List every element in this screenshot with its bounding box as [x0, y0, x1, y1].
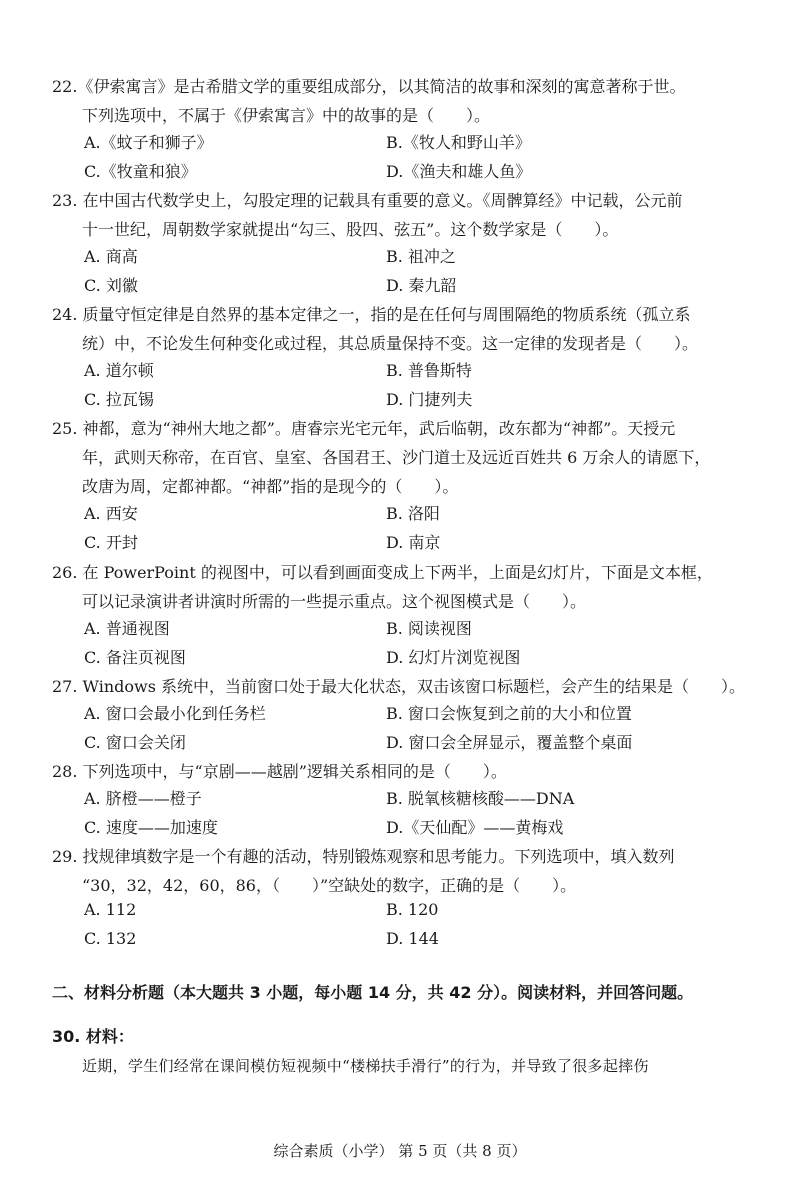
- stem-line: 28. 下列选项中，与“京剧——越剧”逻辑关系相同的是（ ）。: [52, 762, 507, 781]
- option-d: D. 南京: [386, 533, 441, 552]
- question-stem: [52, 672, 752, 701]
- option-d: D. 幻灯片浏览视图: [386, 648, 521, 667]
- question-29: [52, 842, 752, 958]
- question-stem: [52, 414, 752, 501]
- option-a: A. 脐橙——橙子: [84, 789, 202, 808]
- stem-line: 26. 在 PowerPoint 的视图中，可以看到画面变成上下两半，上面是幻灯片，下面是文本框，: [52, 563, 713, 582]
- option-b: B. 普鲁斯特: [386, 361, 472, 380]
- option-d: D. 秦九韶: [386, 276, 457, 295]
- question-stem: [52, 72, 752, 130]
- question-25: [52, 414, 752, 559]
- stem-line: 22.《伊索寓言》是古希腊文学的重要组成部分，以其简洁的故事和深刻的寓意著称于世。: [52, 77, 686, 96]
- stem-line: 24. 质量守恒定律是自然界的基本定律之一，指的是在任何与周围隔绝的物质系统（孤立系: [52, 305, 691, 324]
- option-a: A. 窗口会最小化到任务栏: [84, 704, 266, 723]
- question-stem: [52, 186, 752, 244]
- options: [52, 900, 752, 958]
- options: [52, 244, 752, 302]
- options: [52, 786, 752, 844]
- option-d: D.《渔夫和雄人鱼》: [386, 162, 532, 181]
- option-b: B. 洛阳: [386, 504, 440, 523]
- option-b: B. 脱氧核糖核酸——DNA: [386, 789, 575, 808]
- option-d: D. 门捷列夫: [386, 390, 473, 409]
- stem-line: “30，32，42，60，86，（ ）”空缺处的数字，正确的是（ ）。: [82, 876, 577, 895]
- question-24: [52, 300, 752, 416]
- option-b: B. 祖冲之: [386, 247, 456, 266]
- question-22: [52, 72, 752, 188]
- option-b: B. 窗口会恢复到之前的大小和位置: [386, 704, 632, 723]
- question-26: [52, 558, 752, 674]
- option-d: D.《天仙配》——黄梅戏: [386, 818, 564, 837]
- stem-line: 下列选项中，不属于《伊索寓言》中的故事的是（ ）。: [82, 106, 491, 125]
- stem-line: 年，武则天称帝，在百官、皇室、各国君王、沙门道士及远近百姓共 6 万余人的请愿下，: [82, 448, 711, 467]
- stem-line: 25. 神都，意为“神州大地之都”。唐睿宗光宅元年，武后临朝，改东都为“神都”。天授元: [52, 419, 676, 438]
- question-28: [52, 757, 752, 844]
- option-c: C.《牧童和狼》: [84, 162, 197, 181]
- option-c: C. 开封: [84, 533, 138, 552]
- option-a: A. 商高: [84, 247, 138, 266]
- option-a: A. 112: [84, 900, 137, 919]
- stem-line: 改唐为周，定都神都。“神都”指的是现今的（ ）。: [82, 477, 459, 496]
- material-text: 近期，学生们经常在课间模仿短视频中“楼梯扶手滑行”的行为，并导致了很多起摔伤: [82, 1057, 649, 1075]
- stem-line: 统）中，不论发生何种变化或过程，其总质量保持不变。这一定律的发现者是（ ）。: [82, 334, 699, 353]
- option-d: D. 窗口会全屏显示，覆盖整个桌面: [386, 733, 633, 752]
- option-c: C. 刘徽: [84, 276, 138, 295]
- option-a: A. 道尔顿: [84, 361, 154, 380]
- option-d: D. 144: [386, 929, 439, 948]
- option-c: C. 备注页视图: [84, 648, 186, 667]
- stem-line: 29. 找规律填数字是一个有趣的活动，特别锻炼观察和思考能力。下列选项中，填入数列: [52, 847, 675, 866]
- stem-line: 十一世纪，周朝数学家就提出“勾三、股四、弦五”。这个数学家是（ ）。: [82, 220, 619, 239]
- question-stem: [52, 842, 752, 900]
- option-b: B. 阅读视图: [386, 619, 472, 638]
- options: [52, 501, 752, 559]
- option-c: C. 拉瓦锡: [84, 390, 154, 409]
- option-a: A. 西安: [84, 504, 138, 523]
- question-stem: [52, 558, 752, 616]
- option-c: C. 窗口会关闭: [84, 733, 186, 752]
- option-c: C. 速度——加速度: [84, 818, 218, 837]
- question-stem: [52, 300, 752, 358]
- question-23: [52, 186, 752, 302]
- options: [52, 701, 752, 759]
- options: [52, 616, 752, 674]
- option-b: B.《牧人和野山羊》: [386, 133, 531, 152]
- option-c: C. 132: [84, 929, 137, 948]
- question-27: [52, 672, 752, 759]
- section-title: 二、材料分析题（本大题共 3 小题，每小题 14 分，共 42 分）。阅读材料，并回答问题。: [52, 983, 694, 1002]
- option-b: B. 120: [386, 900, 439, 919]
- stem-line: 23. 在中国古代数学史上，勾股定理的记载具有重要的意义。《周髀算经》中记载，公元前: [52, 191, 683, 210]
- question-30-label: 30. 材料：: [52, 1027, 134, 1046]
- options: [52, 358, 752, 416]
- stem-line: 27. Windows 系统中，当前窗口处于最大化状态，双击该窗口标题栏，会产生的结果是（ ）。: [52, 677, 745, 696]
- option-a: A. 普通视图: [84, 619, 170, 638]
- question-stem: [52, 757, 752, 786]
- option-a: A.《蚊子和狮子》: [84, 133, 213, 152]
- options: [52, 130, 752, 188]
- page-footer: 综合素质（小学） 第 5 页（共 8 页）: [273, 1142, 527, 1160]
- stem-line: 可以记录演讲者讲演时所需的一些提示重点。这个视图模式是（ ）。: [82, 592, 587, 611]
